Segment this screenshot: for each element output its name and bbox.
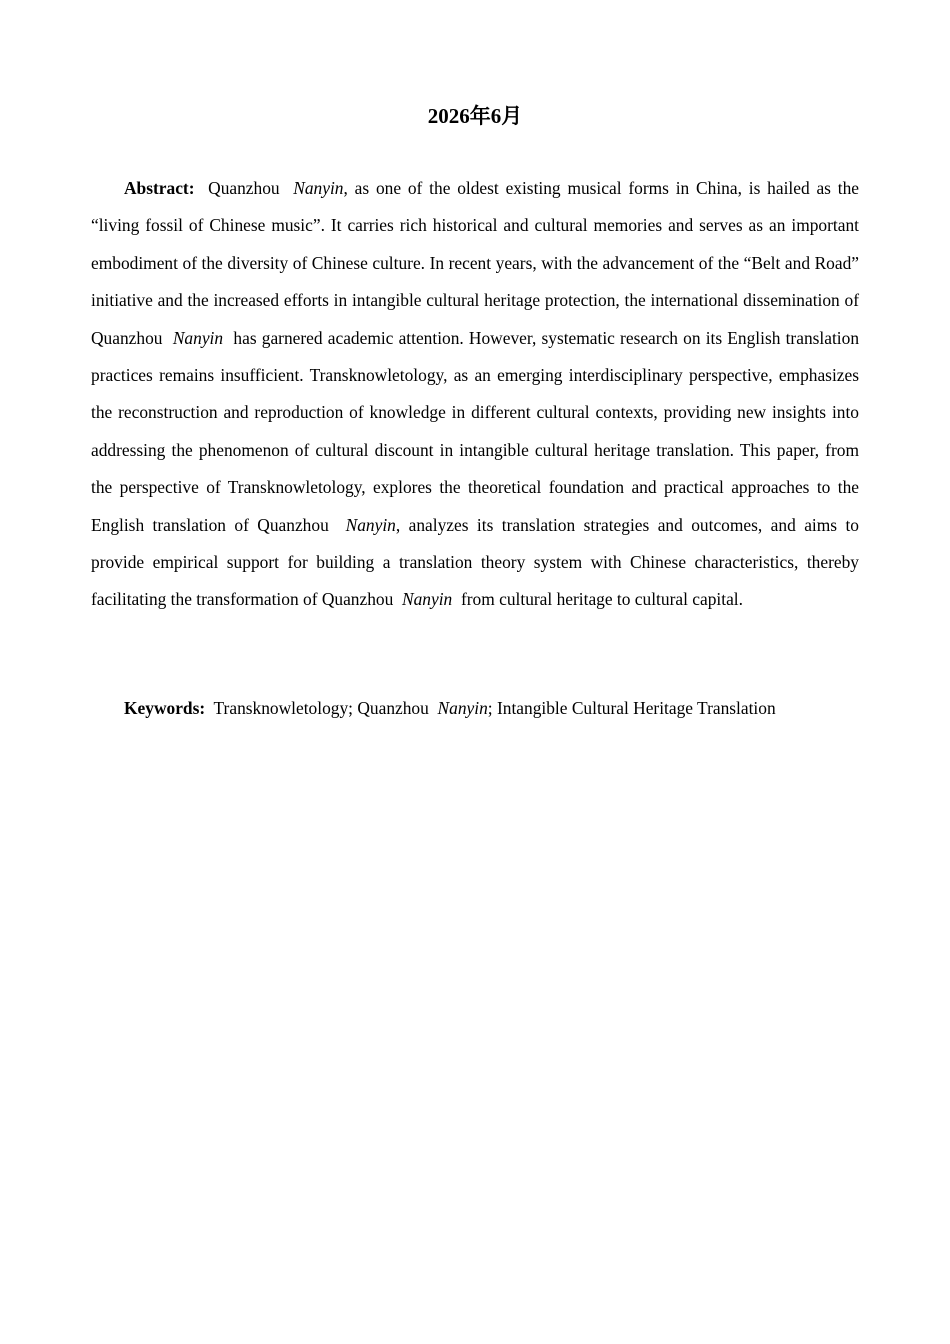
abstract-term-nanyin: Nanyin: [345, 514, 396, 535]
abstract-text: has garnered academic attention. However, systematic research on its English translation practices remains insufficient. Transknowletology, as an emerging interdisciplinary perspective, emphasizes the reconstruction and reproduction of knowledge in different cultural contexts, providing new insights into addressing the phenomenon of cultural discount in intangible cultural heritage translation. This paper, from the perspective of Transknowletology, explores the theoretical foundation and practical approaches to the English translation of Quanzhou: [91, 327, 860, 535]
abstract-label: Abstract:: [124, 178, 195, 198]
abstract-text: , analyzes its translation strategies and outcomes, and aims to provide empirical support for building a translation theory system with Chinese characteristics, thereby facilitating the transformation of Quanzhou: [91, 514, 859, 610]
keywords-text: Transknowletology; Quanzhou: [213, 698, 429, 718]
keywords-label: Keywords:: [124, 698, 206, 718]
abstract-text: Quanzhou: [208, 178, 280, 198]
keywords-text: ; Intangible Cultural Heritage Translation: [487, 698, 776, 718]
keywords-paragraph: [91, 690, 859, 727]
abstract-term-nanyin: Nanyin: [402, 589, 453, 610]
abstract-text: , as one of the oldest existing musical forms in China, is hailed as the “living fossil of Chinese music”. It carries rich historical and cultural memories and serves as an important embodiment of the diversity of Chinese culture. In recent years, with the advancement of the “Belt and Road” initiative and the increased efforts in intangible cultural heritage protection, the international dissemination of Quanzhou: [91, 178, 859, 348]
abstract-term-nanyin: Nanyin: [293, 178, 344, 198]
date-heading: 2026年6月: [427, 104, 523, 128]
abstract-term-nanyin: Nanyin: [172, 327, 224, 348]
keyword-term-nanyin: Nanyin: [437, 698, 488, 718]
abstract-paragraph: [91, 170, 859, 619]
abstract-text: from cultural heritage to cultural capital.: [460, 589, 743, 610]
